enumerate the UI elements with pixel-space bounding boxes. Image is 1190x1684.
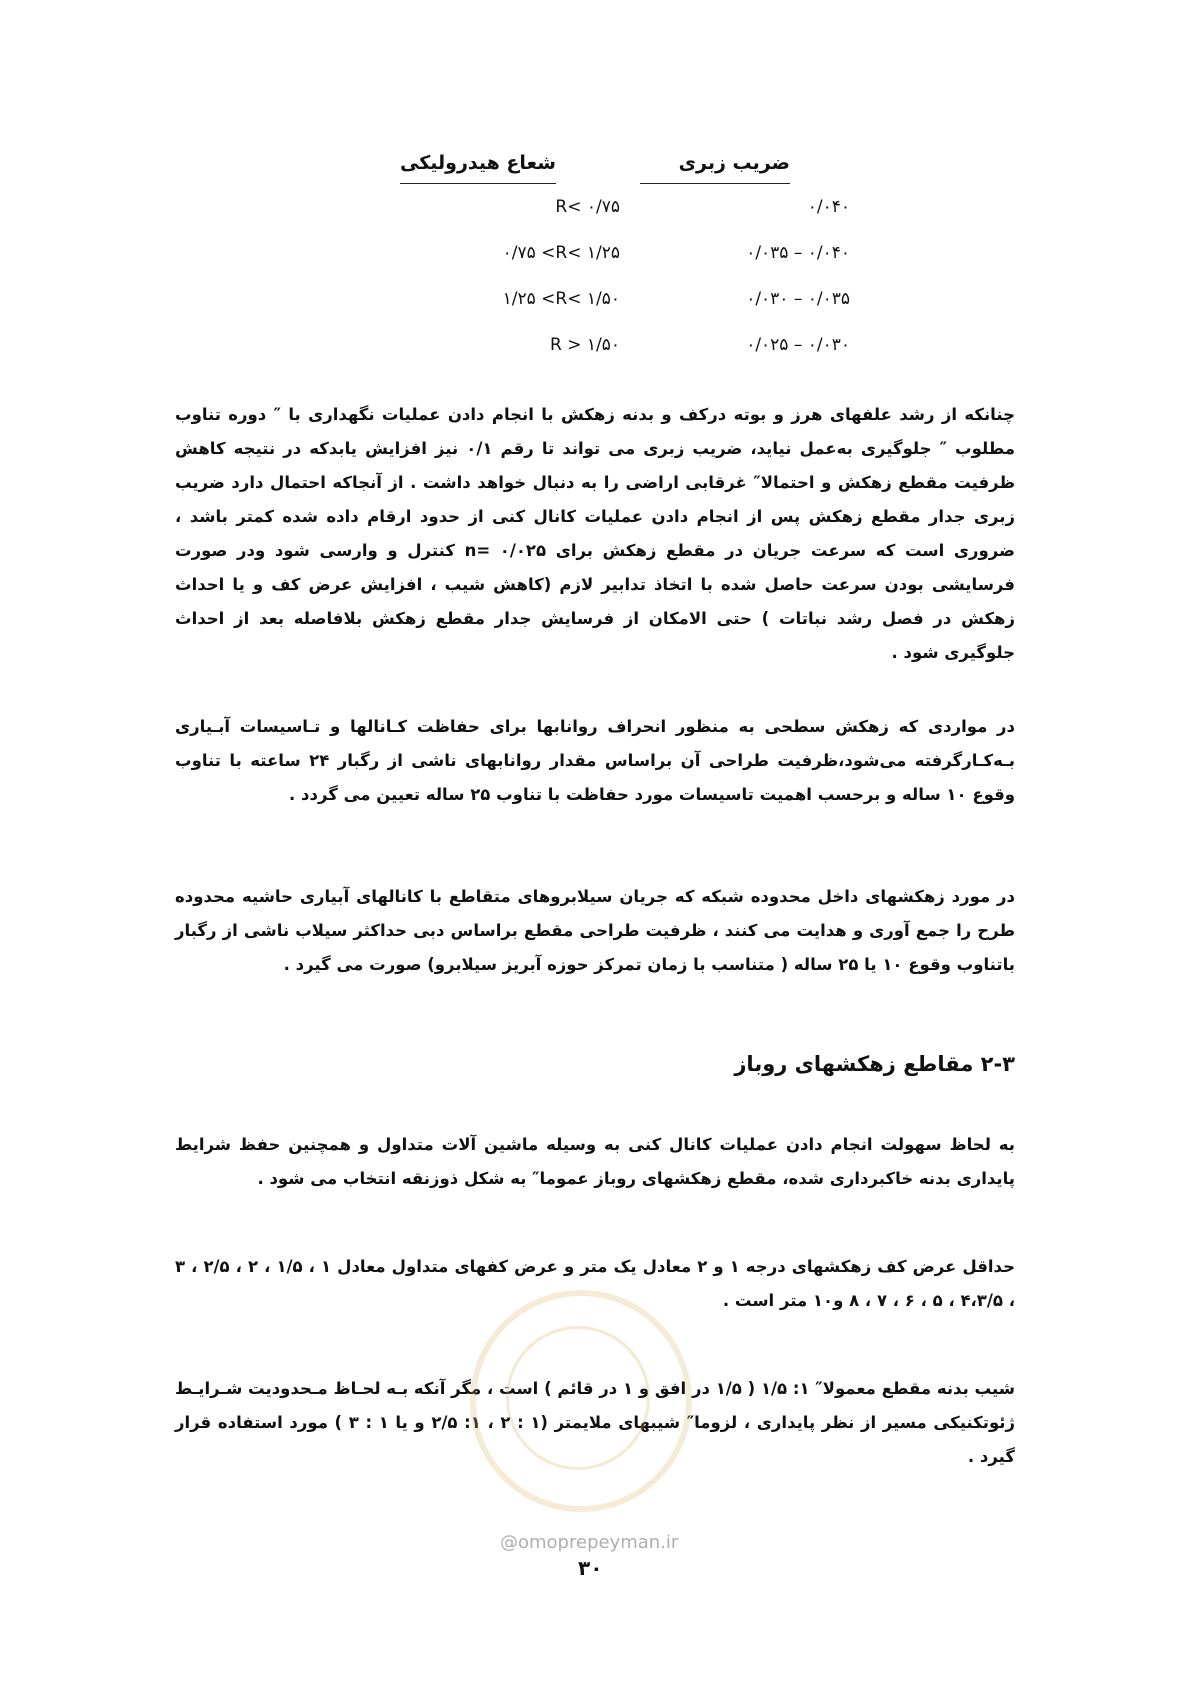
table-row (400, 276, 850, 322)
coef-cell: ۰/۰۲۵ – ۰/۰۳۰ (746, 335, 850, 355)
paragraph-bottom-width: حداقل عرض کف زهکشهای درجه ۱ و ۲ معادل یک متر و عرض کفهای متداول معادل ۱ ، ۱/۵ ، ۲ ، ۲/۵ ، ۳ ، ۴،۳/۵ ، ۵ ، ۶ ، ۷ ، ۸ و۱۰ متر است . (175, 1257, 1015, 1310)
paragraph-inner-drains: در مورد زهکشهای داخل محدوده شبکه که جریان سیلابروهای متقاطع با کانالهای آبیاری حاشیه محدوده طرح را جمع آوری و هدایت می کنند ، ظرفیت طراحی مقطع براساس دبی حداکثر سیلاب ناشی از رگبار باتناوب وقوع ۱۰ یا ۲۵ ساله ( متناسب با زمان تمرکز حوزه آبریز سیلابرو) صورت می گیرد . (175, 887, 1015, 974)
radius-cell: ۰/۷۵ <R< ۱/۲۵ (502, 243, 620, 263)
table-row (400, 184, 850, 230)
watermark-text: @omoprepeyman.ir (500, 1532, 679, 1553)
page-number: ۳۰ (578, 1556, 603, 1580)
radius-cell: R > ۱/۵۰ (550, 335, 620, 355)
table-row (400, 322, 850, 368)
section-heading: ۲-۳ مقاطع زهکشهای روباز (734, 1052, 1015, 1076)
paragraph-side-slope: شیب بدنه مقطع معمولا″ ۱: ۱/۵ ( ۱/۵ در افق و ۱ در قائم ) است ، مگر آنکه بـه لحـاظ مـحدودیت شـرایـط ژئوتکنیکی مسیر از نظر پایداری ، لزوما″ شیبهای ملایمتر (۱ : ۲ ، ۱: ۲/۵ و یا ۱ : ۳ ) مورد استفاده قرار گیرد . (175, 1379, 1015, 1466)
radius-cell: R< ۰/۷۵ (555, 197, 620, 217)
coef-cell: ۰/۰۴۰ (807, 197, 850, 217)
paragraph-surface-drain: در مواردی که زهکش سطحی به منظور انحراف روانابها برای حفاظت کـانالها و تـاسیسات آبـیاری بـه‌کـارگرفته می‌شود،ظرفیت طراحی آن براساس مقدار روانابهای ناشی از رگبار ۲۴ ساعته با تناوب وقوع ۱۰ ساله و برحسب اهمیت تاسیسات مورد حفاظت با تناوب ۲۵ ساله تعیین می گردد . (175, 717, 1015, 804)
coef-header: ضریب زبری (640, 150, 790, 184)
roughness-table (400, 150, 850, 368)
radius-cell: ۱/۲۵ <R< ۱/۵۰ (502, 289, 620, 309)
coef-cell: ۰/۰۳۰ – ۰/۰۳۵ (746, 289, 850, 309)
table-header (400, 150, 850, 184)
watermark-seal (470, 1290, 692, 1512)
coef-cell: ۰/۰۳۵ – ۰/۰۴۰ (746, 243, 850, 263)
table-row (400, 230, 850, 276)
paragraph-trapezoid: به لحاظ سهولت انجام دادن عملیات کانال کنی به وسیله ماشین آلات متداول و همچنین حفظ شرایط پایداری بدنه خاکبرداری شده، مقطع زهکشهای روباز عموما″ به شکل ذوزنقه انتخاب می شود . (175, 1135, 1015, 1188)
radius-header: شعاع هیدرولیکی (400, 150, 556, 184)
paragraph-roughness: چنانکه از رشد علفهای هرز و بوته درکف و بدنه زهکش با انجام دادن عملیات نگهداری با ″ دوره تناوب مطلوب ″ جلوگیری به‌عمل نیاید، ضریب زبری می تواند تا رقم ۰/۱ نیز افزایش یابدکه در نتیجه کاهش ظرفیت مقطع زهکش و احتمالا″ غرقابی اراضی را به دنبال خواهد داشت . از آنجاکه احتمال دارد ضریب زبری جدار مقطع زهکش پس از انجام دادن عملیات کانال کنی از حدود ارقام داده شده کمتر باشد ، ضروری است که سرعت جریان در مقطع زهکش برای ۰/۰۲۵ =n کنترل و وارسی شود ودر صورت فرسایشی بودن سرعت حاصل شده با اتخاذ تدابیر لازم (کاهش شیب ، افزایش عرض کف و یا احداث زهکش در فصل رشد نباتات ) حتی الامکان از فرسایش جدار مقطع زهکش بلافاصله بعد از احداث جلوگیری شود . (175, 405, 1016, 662)
